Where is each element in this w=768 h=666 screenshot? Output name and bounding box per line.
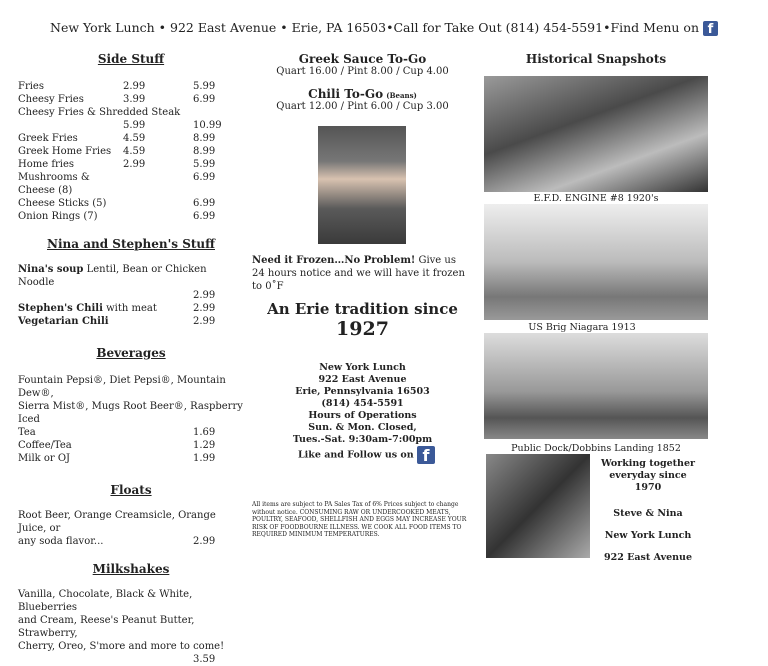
- item-price-large: 8.99: [193, 146, 216, 157]
- follow-us: [298, 446, 435, 464]
- item-name: Tea: [18, 427, 36, 438]
- facebook-icon[interactable]: f: [417, 446, 435, 464]
- item-name: [18, 119, 123, 132]
- steve-nina-photo: [486, 454, 590, 558]
- item-name: Coffee/Tea: [18, 440, 72, 451]
- item-desc: Lentil, Bean or Chicken Noodle: [18, 264, 207, 288]
- floats-desc: [18, 509, 244, 548]
- menu-item: [18, 80, 244, 93]
- item-price-small: [123, 197, 193, 210]
- menu-item: [18, 426, 244, 439]
- text-line: any soda flavor...: [18, 536, 104, 547]
- history-title: Historical Snapshots: [525, 52, 667, 66]
- info-line: (814) 454-5591: [321, 398, 404, 409]
- frozen-note: [252, 254, 470, 293]
- item-name: Nina's soup: [18, 264, 84, 275]
- item-price-large: 5.99: [193, 159, 216, 170]
- chili-togo-title: Chili To-Go: [308, 87, 384, 101]
- niagara-photo: [484, 204, 708, 320]
- item-name: Greek Fries: [18, 133, 78, 144]
- menu-item: [18, 119, 244, 132]
- nina-title: Nina and Stephen's Stuff: [47, 237, 215, 251]
- menu-item: [18, 145, 244, 158]
- text-line: Fountain Pepsi®, Diet Pepsi®, Mountain Dew®,: [18, 375, 226, 399]
- item-price-large: 6.99: [193, 94, 216, 105]
- menu-item: [18, 210, 244, 223]
- text-line: New York Lunch: [604, 530, 692, 541]
- item-price-large: 6.99: [193, 198, 216, 209]
- chili-sub: (Beans): [386, 91, 417, 100]
- item-price-large: 8.99: [193, 133, 216, 144]
- menu-item: [18, 197, 244, 210]
- milkshakes-desc: [18, 588, 244, 666]
- menu-item: [18, 452, 244, 465]
- item-price: 1.99: [193, 453, 216, 464]
- item-price-large: 10.99: [193, 120, 222, 131]
- tradition-year: 1927: [336, 318, 389, 340]
- item-price-small: 2.99: [123, 81, 146, 92]
- menu-item: [18, 315, 244, 328]
- menu-item: [18, 158, 244, 171]
- text-line: Root Beer, Orange Creamsicle, Orange Juice, or: [18, 510, 216, 534]
- side-stuff-list: [18, 80, 244, 223]
- menu-item: [18, 132, 244, 145]
- item-price-small: 4.59: [123, 133, 146, 144]
- text-line: Working together: [600, 458, 696, 469]
- menu-item: [18, 302, 244, 315]
- side-stuff-title: Side Stuff: [97, 52, 165, 66]
- text-line: 922 East Avenue: [604, 552, 692, 563]
- item-price-large: 6.99: [193, 172, 216, 183]
- tradition-text: An Erie tradition since: [267, 300, 458, 318]
- item-price: 2.99: [193, 290, 216, 301]
- item-price: 2.99: [193, 536, 216, 547]
- item-name: Onion Rings (7): [18, 211, 98, 222]
- menu-item: [18, 106, 244, 119]
- greek-sauce-title: Greek Sauce To-Go: [298, 52, 427, 66]
- item-price-small: 3.99: [123, 94, 146, 105]
- info-line: 922 East Avenue: [318, 374, 407, 385]
- dock-photo: [484, 333, 708, 439]
- item-name: Cheesy Fries: [18, 94, 84, 105]
- text-line: Cherry, Oreo, S'more and more to come!: [18, 641, 225, 652]
- text-line: Sierra Mist®, Mugs Root Beer®, Raspberry Iced: [18, 401, 243, 425]
- info-line: New York Lunch: [319, 362, 406, 373]
- item-price-small: 4.59: [123, 146, 146, 157]
- facebook-icon[interactable]: f: [703, 21, 718, 36]
- info-line: Tues.-Sat. 9:30am-7:00pm: [292, 434, 433, 445]
- beverages-desc: [18, 374, 244, 426]
- item-name: Greek Home Fries: [18, 146, 112, 157]
- text-line: 1970: [634, 482, 662, 493]
- header-text: New York Lunch • 922 East Avenue • Erie, PA 16503•Call for Take Out (814) 454-5591•Find Menu on: [50, 20, 699, 35]
- item-desc: with meat: [102, 303, 157, 314]
- item-name: Fries: [18, 81, 44, 92]
- item-name: Cheese Sticks (5): [18, 198, 107, 209]
- nina-photo: [318, 126, 406, 244]
- floats-title: Floats: [110, 483, 152, 497]
- text-line: everyday since: [609, 470, 687, 481]
- greek-sauce-prices: Quart 16.00 / Pint 8.00 / Cup 4.00: [276, 66, 449, 77]
- menu-item: [18, 93, 244, 106]
- item-price: 2.99: [193, 316, 216, 327]
- beverages-list: [18, 426, 244, 465]
- item-price: 2.99: [193, 303, 216, 314]
- menu-item: [18, 289, 244, 302]
- contact-info: [250, 362, 475, 446]
- middle-column: [250, 52, 475, 112]
- item-name: Home fries: [18, 159, 75, 170]
- info-line: Erie, Pennsylvania 16503: [295, 386, 430, 397]
- beverages-title: Beverages: [96, 346, 166, 360]
- item-price-small: [123, 171, 193, 197]
- item-name: Vegetarian Chili: [18, 316, 109, 327]
- photo-caption: US Brig Niagara 1913: [528, 322, 636, 333]
- item-price-large: 5.99: [193, 81, 216, 92]
- chili-togo-prices: Quart 12.00 / Pint 6.00 / Cup 3.00: [276, 101, 449, 112]
- milkshakes-title: Milkshakes: [92, 562, 170, 576]
- item-name: Cheesy Fries & Shredded Steak: [18, 107, 181, 118]
- header: [0, 20, 768, 36]
- tradition: [250, 300, 475, 340]
- item-price-large: 6.99: [193, 211, 216, 222]
- left-column: [18, 52, 244, 666]
- item-price-small: 5.99: [123, 120, 146, 131]
- item-price-small: [123, 210, 193, 223]
- text-line: Vanilla, Chocolate, Black & White, Blueberries: [18, 589, 193, 613]
- menu-item: [18, 171, 244, 197]
- info-line: Sun. & Mon. Closed,: [308, 422, 417, 433]
- disclaimer: All items are subject to PA Sales Tax of 6% Prices subject to change without notice. CONSUMING RAW OR UNDERCOOKED MEATS, POULTRY, SEAFOOD, SHELLFISH AND EGGS MAY INCREASE YOUR RISK OF FOODBOURNE ILLNESS. WE COOK ALL FOOD ITEMS TO REQUIRED MINIMUM TEMPERATURES.: [252, 501, 467, 538]
- fire-engine-photo: [484, 76, 708, 192]
- info-line: Hours of Operations: [308, 410, 417, 421]
- item-name: Stephen's Chili: [18, 303, 103, 314]
- item-price-small: 2.99: [123, 159, 146, 170]
- together-text: [596, 458, 700, 564]
- item-price: 3.59: [193, 654, 216, 665]
- follow-text: Like and Follow us on: [298, 449, 414, 461]
- item-price: 1.69: [193, 427, 216, 438]
- menu-item: [18, 263, 244, 289]
- menu-item: [18, 439, 244, 452]
- photo-caption: Public Dock/Dobbins Landing 1852: [511, 443, 681, 454]
- text-line: Steve & Nina: [613, 508, 683, 519]
- text-line: and Cream, Reese's Peanut Butter, Strawberry,: [18, 615, 195, 639]
- frozen-text: Give us 24 hours notice and we will have it frozen to 0˚F: [252, 255, 465, 292]
- item-price: 1.29: [193, 440, 216, 451]
- photo-caption: E.F.D. ENGINE #8 1920's: [533, 193, 659, 204]
- item-name: Mushrooms & Cheese (8): [18, 172, 90, 196]
- item-name: Milk or OJ: [18, 453, 71, 464]
- frozen-title: Need it Frozen…No Problem!: [252, 255, 416, 266]
